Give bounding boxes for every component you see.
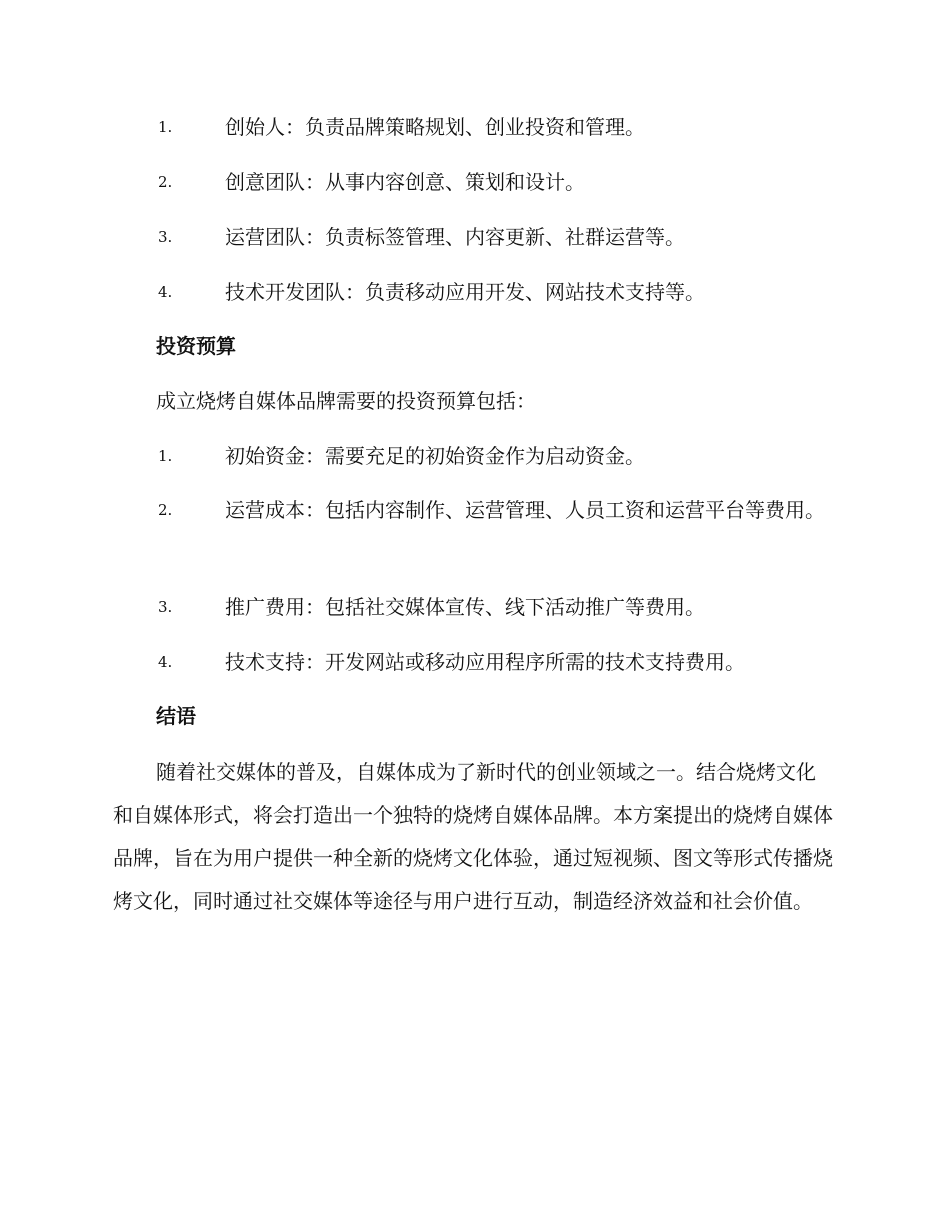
list-text: 推广费用：包括社交媒体宣传、线下活动推广等费用。 xyxy=(225,595,705,619)
list-item xyxy=(113,435,833,478)
list-number: 4. xyxy=(158,283,173,301)
list-number: 2. xyxy=(158,501,173,519)
list-item xyxy=(113,641,833,684)
list-number: 4. xyxy=(158,653,173,671)
conclusion-paragraph: 随着社交媒体的普及，自媒体成为了新时代的创业领域之一。结合烧烤文化和自媒体形式，将会打造出一个独特的烧烤自媒体品牌。本方案提出的烧烤自媒体品牌，旨在为用户提供一种全新的烧烤文化体验，通过短视频、图文等形式传播烧烤文化，同时通过社交媒体等途径与用户进行互动，制造经济效益和社会价值。 xyxy=(113,760,833,913)
conclusion-heading: 结语 xyxy=(156,704,196,728)
list-text: 技术支持：开发网站或移动应用程序所需的技术支持费用。 xyxy=(225,650,745,674)
list-number: 3. xyxy=(158,598,173,616)
list-text: 创意团队：从事内容创意、策划和设计。 xyxy=(225,170,585,194)
list-item xyxy=(113,586,833,629)
list-number: 1. xyxy=(158,447,173,465)
list-item xyxy=(113,106,833,149)
list-item xyxy=(113,216,833,259)
document-page xyxy=(113,0,833,1230)
list-text: 运营团队：负责标签管理、内容更新、社群运营等。 xyxy=(225,225,685,249)
list-item xyxy=(113,271,833,314)
list-text: 初始资金：需要充足的初始资金作为启动资金。 xyxy=(225,444,645,468)
budget-intro: 成立烧烤自媒体品牌需要的投资预算包括： xyxy=(156,389,536,413)
list-number: 3. xyxy=(158,228,173,246)
list-text: 技术开发团队：负责移动应用开发、网站技术支持等。 xyxy=(225,280,705,304)
budget-heading: 投资预算 xyxy=(156,334,236,358)
list-text: 运营成本：包括内容制作、运营管理、人员工资和运营平台等费用。 xyxy=(225,498,825,522)
list-item xyxy=(113,489,833,532)
list-number: 1. xyxy=(158,118,173,136)
list-number: 2. xyxy=(158,173,173,191)
list-item xyxy=(113,161,833,204)
list-text: 创始人：负责品牌策略规划、创业投资和管理。 xyxy=(225,115,645,139)
